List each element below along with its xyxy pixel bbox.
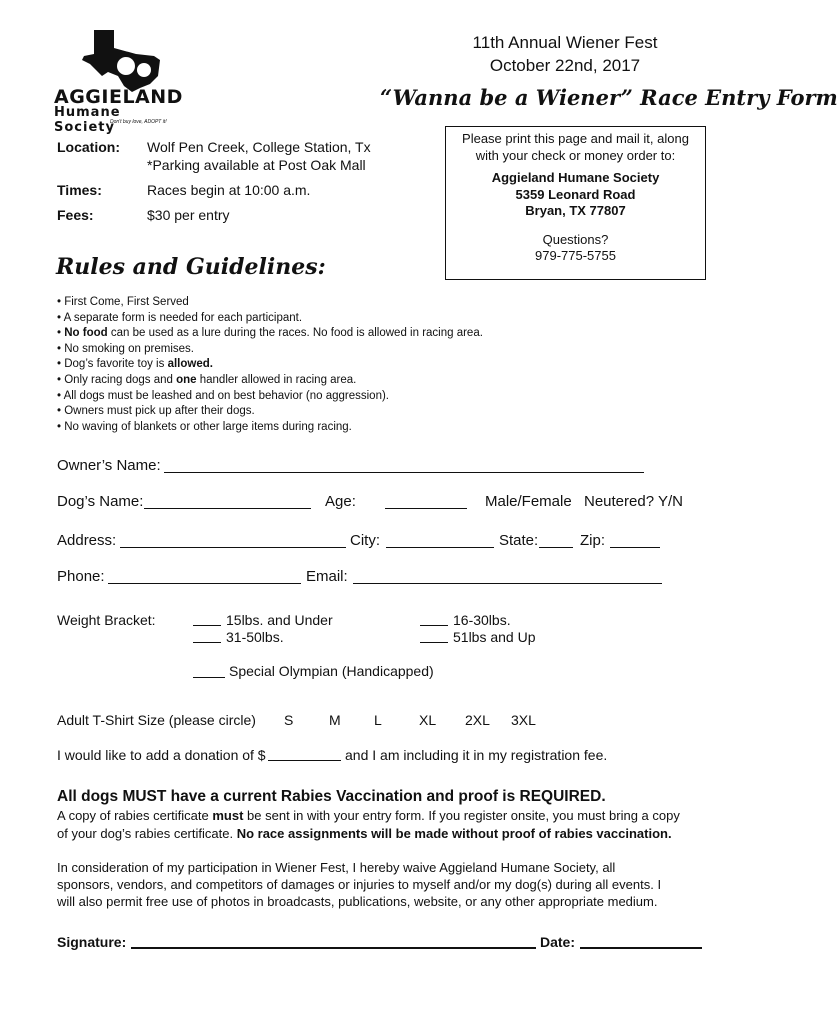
shirt-size-label: Adult T-Shirt Size (please circle) bbox=[57, 712, 256, 728]
mail-instructions-box bbox=[445, 126, 706, 280]
signature-label: Signature: bbox=[57, 934, 127, 950]
rule-item: • All dogs must be leashed and on best behavior (no aggression). bbox=[57, 389, 389, 402]
mail-street: 5359 Leonard Road bbox=[515, 186, 636, 202]
address-label: Address: bbox=[57, 532, 117, 549]
rabies-heading: All dogs MUST have a current Rabies Vaccination and proof is REQUIRED. bbox=[57, 788, 606, 805]
age-label: Age: bbox=[325, 493, 356, 510]
rule-item: • No waving of blankets or other large items during racing. bbox=[57, 420, 352, 433]
page-title: “Wanna be a Wiener” Race Entry Form bbox=[380, 85, 838, 110]
rule-item: • Dog’s favorite toy is allowed. bbox=[57, 358, 213, 371]
fees-label: Fees: bbox=[57, 207, 94, 223]
mail-org: Aggieland Humane Society bbox=[491, 170, 660, 185]
rules-heading: Rules and Guidelines: bbox=[56, 254, 326, 280]
donation-text-pre: I would like to add a donation of $ bbox=[57, 747, 266, 763]
sex-label: Male/Female bbox=[485, 493, 572, 510]
weight-blank-51[interactable] bbox=[420, 628, 448, 643]
dog-name-label: Dog’s Name: bbox=[57, 493, 144, 510]
event-name: 11th Annual Wiener Fest bbox=[472, 33, 658, 52]
mail-city: Bryan, TX 77807 bbox=[525, 203, 626, 218]
shirt-size-xl[interactable]: XL bbox=[419, 712, 437, 728]
special-olympian-option: Special Olympian (Handicapped) bbox=[229, 663, 434, 679]
weight-option-16: 16-30lbs. bbox=[453, 612, 511, 628]
rule-item: • No food can be used as a lure during the races. No food is allowed in racing area. bbox=[57, 327, 483, 340]
logo bbox=[52, 26, 183, 135]
location-label: Location: bbox=[57, 139, 120, 155]
age-field[interactable] bbox=[385, 494, 467, 509]
mail-instruction-line1: Please print this page and mail it, along bbox=[462, 131, 689, 146]
owner-name-label: Owner’s Name: bbox=[57, 457, 161, 474]
shirt-size-3xl[interactable]: 3XL bbox=[511, 712, 536, 728]
weight-option-15: 15lbs. and Under bbox=[226, 612, 333, 628]
address-field[interactable] bbox=[120, 533, 346, 548]
times-label: Times: bbox=[57, 182, 102, 198]
weight-blank-31[interactable] bbox=[193, 628, 221, 643]
shirt-size-s[interactable]: S bbox=[284, 712, 294, 728]
neutered-label: Neutered? Y/N bbox=[584, 493, 683, 510]
rabies-line2: of your dog’s rabies certificate. No race assignments will be made without proof of rabies vaccination. bbox=[57, 826, 672, 841]
signature-field[interactable] bbox=[131, 933, 536, 949]
rule-item: • A separate form is needed for each participant. bbox=[57, 311, 303, 324]
event-date: October 22nd, 2017 bbox=[489, 56, 641, 75]
rule-item: • No smoking on premises. bbox=[57, 342, 194, 355]
rules-list bbox=[57, 295, 483, 435]
city-field[interactable] bbox=[386, 533, 494, 548]
donation-amount-field[interactable] bbox=[268, 746, 341, 761]
state-label: State: bbox=[499, 532, 539, 549]
email-field[interactable] bbox=[353, 569, 662, 584]
logo-sub: Humane Society bbox=[54, 105, 121, 135]
weight-label: Weight Bracket: bbox=[57, 612, 156, 628]
email-label: Email: bbox=[306, 568, 348, 585]
questions-phone: 979-775-5755 bbox=[535, 248, 616, 263]
owner-name-field[interactable] bbox=[164, 458, 644, 473]
questions-label: Questions? bbox=[542, 231, 609, 247]
rule-item: • Only racing dogs and one handler allowed in racing area. bbox=[57, 373, 357, 386]
texas-dog-cat-logo-icon bbox=[74, 26, 174, 94]
date-label: Date: bbox=[540, 934, 576, 950]
weight-option-31: 31-50lbs. bbox=[226, 629, 284, 645]
zip-field[interactable] bbox=[610, 533, 660, 548]
shirt-size-m[interactable]: M bbox=[329, 712, 341, 728]
phone-field[interactable] bbox=[108, 569, 301, 584]
phone-label: Phone: bbox=[57, 568, 105, 585]
location-value: Wolf Pen Creek, College Station, Tx bbox=[147, 139, 371, 155]
logo-tagline: Don't buy love, ADOPT it! bbox=[110, 119, 167, 125]
special-olympian-blank[interactable] bbox=[193, 663, 225, 678]
weight-blank-15[interactable] bbox=[193, 611, 221, 626]
weight-option-51: 51lbs and Up bbox=[453, 629, 536, 645]
waiver-line1: In consideration of my participation in Wiener Fest, I hereby waive Aggieland Humane Society, all bbox=[57, 860, 616, 875]
rule-item: • Owners must pick up after their dogs. bbox=[57, 405, 255, 418]
date-field[interactable] bbox=[580, 933, 702, 949]
zip-label: Zip: bbox=[580, 532, 606, 549]
shirt-size-l[interactable]: L bbox=[374, 712, 382, 728]
shirt-size-2xl[interactable]: 2XL bbox=[465, 712, 490, 728]
waiver-line3: will also permit free use of photos in broadcasts, publications, website, or any other appropriate medium. bbox=[57, 894, 658, 909]
rule-item: • First Come, First Served bbox=[57, 296, 189, 308]
state-field[interactable] bbox=[539, 533, 573, 548]
waiver-line2: sponsors, vendors, and competitors of damages or injuries to myself and/or my dog(s) during all events. I bbox=[57, 877, 662, 892]
donation-text-post: and I am including it in my registration fee. bbox=[345, 747, 608, 763]
mail-instruction-line2: with your check or money order to: bbox=[475, 147, 676, 163]
fees-value: $30 per entry bbox=[147, 207, 230, 223]
logo-name: AGGIELAND bbox=[54, 86, 183, 108]
times-value: Races begin at 10:00 a.m. bbox=[147, 182, 311, 198]
parking-note: *Parking available at Post Oak Mall bbox=[147, 157, 366, 173]
weight-blank-16[interactable] bbox=[420, 611, 448, 626]
rabies-line1: A copy of rabies certificate must be sent in with your entry form. If you register onsite, you must bring a copy bbox=[57, 808, 680, 823]
city-label: City: bbox=[350, 532, 380, 549]
dog-name-field[interactable] bbox=[144, 494, 311, 509]
